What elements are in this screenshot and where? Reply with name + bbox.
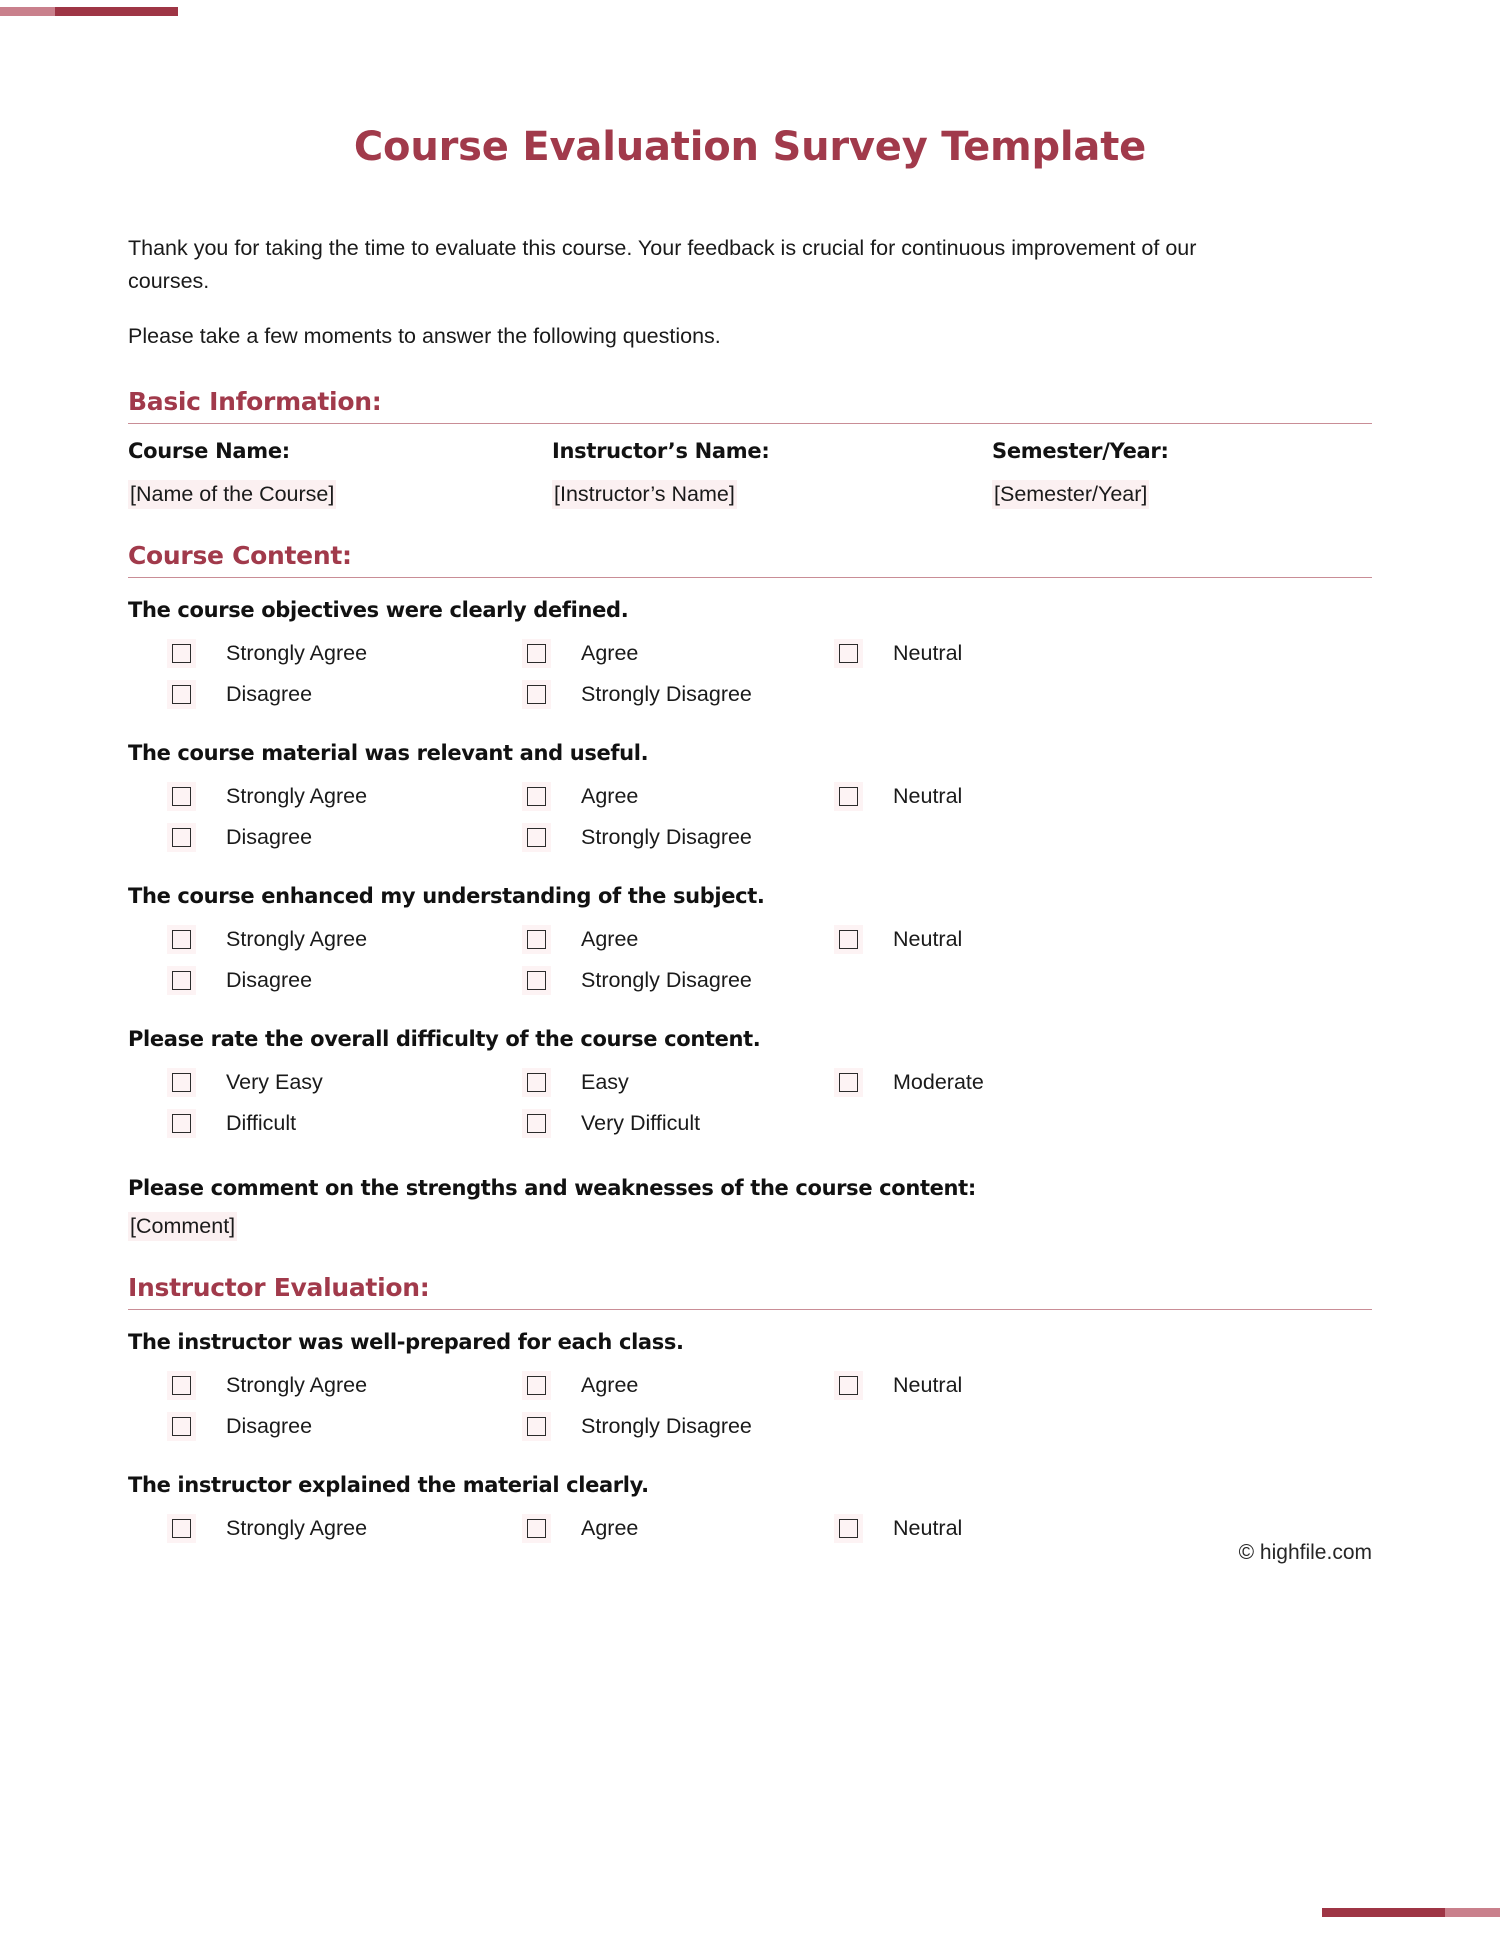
option-row[interactable]	[839, 1062, 1372, 1103]
option-label: Very Difficult	[581, 1111, 701, 1136]
checkbox-icon[interactable]	[172, 828, 191, 847]
section-heading-course-content: Course Content:	[128, 507, 1372, 578]
question-text: The course enhanced my understanding of the subject.	[128, 884, 765, 909]
option-row-empty	[839, 1406, 1372, 1447]
option-label: Agree	[581, 1373, 639, 1398]
checkbox-icon[interactable]	[172, 787, 191, 806]
checkbox-icon[interactable]	[172, 1519, 191, 1538]
checkbox-icon[interactable]	[527, 644, 546, 663]
decorative-bar-segment-light	[0, 7, 55, 16]
option-grid	[128, 765, 1372, 858]
field-label-course-name: Course Name:	[128, 439, 290, 464]
decorative-bar-segment-light	[1445, 1908, 1500, 1917]
checkbox-icon[interactable]	[172, 971, 191, 990]
question-block	[128, 715, 1372, 858]
option-row[interactable]	[172, 1062, 527, 1103]
checkbox-icon[interactable]	[172, 644, 191, 663]
field-label-semester-year: Semester/Year:	[992, 439, 1169, 464]
option-row[interactable]	[527, 960, 839, 1001]
option-label: Agree	[581, 641, 639, 666]
basic-information-grid	[128, 424, 1372, 507]
option-label: Neutral	[893, 784, 963, 809]
document-page	[128, 0, 1372, 1941]
checkbox-icon[interactable]	[839, 1519, 858, 1538]
option-row[interactable]	[839, 919, 1372, 960]
option-row[interactable]	[172, 674, 527, 715]
option-grid	[128, 1051, 1372, 1144]
checkbox-icon[interactable]	[527, 828, 546, 847]
option-row-empty	[839, 960, 1372, 1001]
option-row[interactable]	[527, 1103, 839, 1144]
section-heading-instructor-evaluation: Instructor Evaluation:	[128, 1239, 1372, 1310]
option-row[interactable]	[527, 919, 839, 960]
checkbox-icon[interactable]	[527, 1417, 546, 1436]
option-label: Disagree	[226, 825, 313, 850]
checkbox-icon[interactable]	[527, 685, 546, 704]
option-row[interactable]	[172, 1103, 527, 1144]
question-text: Please rate the overall difficulty of the course content.	[128, 1027, 761, 1052]
option-label: Strongly Disagree	[581, 968, 752, 993]
option-label: Strongly Disagree	[581, 1414, 752, 1439]
option-label: Moderate	[893, 1070, 984, 1095]
option-grid	[128, 1497, 1372, 1549]
checkbox-icon[interactable]	[527, 1073, 546, 1092]
option-label: Easy	[581, 1070, 629, 1095]
field-label-instructor-name: Instructor’s Name:	[552, 439, 770, 464]
page-title: Course Evaluation Survey Template	[353, 124, 1147, 170]
option-label: Neutral	[893, 927, 963, 952]
option-row[interactable]	[527, 1406, 839, 1447]
checkbox-icon[interactable]	[527, 1376, 546, 1395]
option-label: Strongly Agree	[226, 784, 368, 809]
option-row[interactable]	[172, 1406, 527, 1447]
option-row[interactable]	[527, 674, 839, 715]
field-input-semester-year[interactable]	[992, 482, 1372, 507]
option-row[interactable]	[527, 817, 839, 858]
question-text: The instructor was well-prepared for each class.	[128, 1330, 684, 1355]
option-row[interactable]	[839, 1365, 1372, 1406]
option-label: Strongly Disagree	[581, 682, 752, 707]
option-row[interactable]	[172, 1365, 527, 1406]
comment-input[interactable]	[128, 1200, 1372, 1239]
option-row[interactable]	[172, 776, 527, 817]
option-label: Agree	[581, 784, 639, 809]
decorative-bar-bottom-right	[1322, 1908, 1500, 1917]
option-row[interactable]	[839, 633, 1372, 674]
option-row-empty	[839, 1103, 1372, 1144]
option-row[interactable]	[527, 633, 839, 674]
checkbox-icon[interactable]	[172, 1376, 191, 1395]
question-block	[128, 578, 1372, 715]
option-label: Very Easy	[226, 1070, 323, 1095]
checkbox-icon[interactable]	[527, 787, 546, 806]
question-text: The course objectives were clearly defined.	[128, 598, 629, 623]
checkbox-icon[interactable]	[527, 1519, 546, 1538]
question-text: The course material was relevant and useful.	[128, 741, 649, 766]
checkbox-icon[interactable]	[839, 1073, 858, 1092]
comment-value: [Comment]	[128, 1212, 237, 1241]
field-input-course-name[interactable]	[128, 482, 552, 507]
option-grid	[128, 622, 1372, 715]
option-label: Neutral	[893, 1373, 963, 1398]
comment-question-text: Please comment on the strengths and weaknesses of the course content:	[128, 1176, 976, 1201]
option-label: Agree	[581, 927, 639, 952]
footer-copyright: © highfile.com	[1238, 1541, 1372, 1564]
option-row[interactable]	[172, 1508, 527, 1549]
option-row-empty	[839, 817, 1372, 858]
option-row[interactable]	[172, 633, 527, 674]
question-text: The instructor explained the material clearly.	[128, 1473, 649, 1498]
checkbox-icon[interactable]	[172, 1114, 191, 1133]
option-grid	[128, 908, 1372, 1001]
option-label: Neutral	[893, 1516, 963, 1541]
field-input-instructor-name[interactable]	[552, 482, 992, 507]
question-block	[128, 1001, 1372, 1144]
question-block	[128, 1310, 1372, 1447]
checkbox-icon[interactable]	[172, 685, 191, 704]
option-label: Disagree	[226, 968, 313, 993]
checkbox-icon[interactable]	[839, 1376, 858, 1395]
intro-paragraph-2: Please take a few moments to answer the following questions.	[128, 324, 721, 349]
comment-question-block	[128, 1144, 1372, 1239]
decorative-bar-segment-dark	[1322, 1908, 1445, 1917]
checkbox-icon[interactable]	[839, 787, 858, 806]
option-row[interactable]	[527, 1365, 839, 1406]
option-row[interactable]	[172, 919, 527, 960]
option-label: Difficult	[226, 1111, 297, 1136]
option-row-empty	[839, 674, 1372, 715]
intro-paragraph-1: Thank you for taking the time to evaluate this course. Your feedback is crucial for continuous improvement of our courses.	[128, 236, 1197, 293]
option-row[interactable]	[527, 776, 839, 817]
checkbox-icon[interactable]	[839, 644, 858, 663]
section-heading-basic-information: Basic Information:	[128, 353, 1372, 424]
option-row[interactable]	[839, 776, 1372, 817]
option-label: Neutral	[893, 641, 963, 666]
field-value-semester-year: [Semester/Year]	[992, 480, 1149, 509]
option-label: Strongly Agree	[226, 641, 368, 666]
checkbox-icon[interactable]	[527, 1114, 546, 1133]
question-block	[128, 858, 1372, 1001]
question-block	[128, 1447, 1372, 1549]
checkbox-icon[interactable]	[527, 930, 546, 949]
checkbox-icon[interactable]	[527, 971, 546, 990]
option-label: Strongly Disagree	[581, 825, 752, 850]
option-grid	[128, 1354, 1372, 1447]
option-label: Strongly Agree	[226, 927, 368, 952]
checkbox-icon[interactable]	[172, 1417, 191, 1436]
option-row[interactable]	[172, 817, 527, 858]
field-value-instructor-name: [Instructor’s Name]	[552, 480, 737, 509]
option-label: Strongly Agree	[226, 1516, 368, 1541]
checkbox-icon[interactable]	[839, 930, 858, 949]
option-label: Disagree	[226, 682, 313, 707]
option-row[interactable]	[172, 960, 527, 1001]
option-row[interactable]	[527, 1508, 839, 1549]
option-row[interactable]	[527, 1062, 839, 1103]
checkbox-icon[interactable]	[172, 1073, 191, 1092]
field-value-course-name: [Name of the Course]	[128, 480, 336, 509]
option-label: Agree	[581, 1516, 639, 1541]
checkbox-icon[interactable]	[172, 930, 191, 949]
option-label: Strongly Agree	[226, 1373, 368, 1398]
option-label: Disagree	[226, 1414, 313, 1439]
